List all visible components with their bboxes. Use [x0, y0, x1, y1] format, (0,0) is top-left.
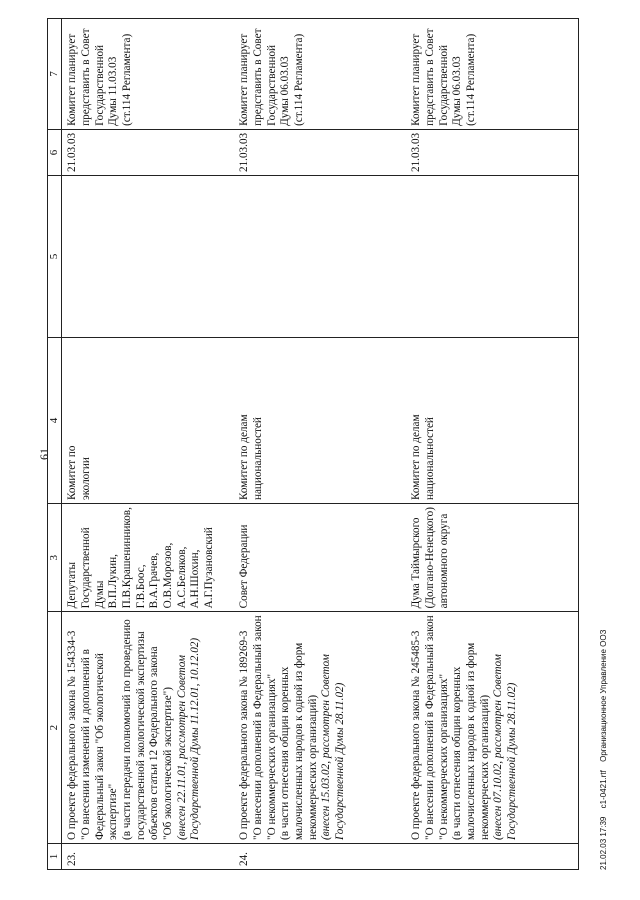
text-line: (внесен 22.11.01, рассмотрен Советом: [175, 654, 188, 840]
text-line: 21.03.03: [66, 132, 79, 173]
status-cell: [406, 18, 579, 129]
text-line: Государственной Думы 28.11.02): [506, 682, 518, 840]
text-line: автономного округа: [437, 513, 450, 609]
text-line: Думы 06.03.03: [279, 56, 292, 126]
status-cell: [234, 18, 406, 129]
text-line: Депутаты: [66, 561, 79, 609]
text-line: О проекте федерального закона № 154334-3: [66, 630, 79, 840]
text-line: О проекте федерального закона № 189269-3: [238, 630, 251, 840]
text-line: О.В.Морозов,: [162, 542, 174, 609]
empty-cell: [62, 176, 235, 338]
text-line: Государственной Думы 11.12.01, 10.12.02): [189, 637, 202, 840]
committee-cell: [62, 338, 235, 504]
text-line: Комитет по: [66, 445, 79, 501]
text-line: Комитет планирует: [66, 33, 79, 126]
table-row: [406, 18, 579, 869]
initiator-cell: [62, 504, 235, 612]
text-line: О проекте федерального закона № 245485-3: [410, 630, 423, 840]
text-line: некоммерческих организаций): [478, 694, 491, 840]
text-line: Думы 11.03.03: [107, 56, 120, 126]
column-header: 2: [48, 612, 62, 844]
text-line: "О внесении дополнений в Федеральный закон: [424, 615, 437, 840]
text-line: (ст.114 Регламента): [293, 33, 306, 126]
text-line: объектов статьи 12 Федерального закона: [148, 646, 161, 840]
text-line: (в части отнесения общин коренных: [279, 666, 292, 840]
empty-cell: [406, 176, 579, 338]
column-header: 1: [48, 844, 62, 870]
text-line: Государственной: [437, 44, 450, 126]
row-number-cell: 23.: [62, 844, 235, 870]
text-line: малочисленных народов к одной из форм: [465, 642, 478, 840]
text-line: (ст.114 Регламента): [121, 33, 134, 126]
column-header: 5: [48, 176, 62, 338]
text-line: Совет Федерации: [238, 524, 251, 609]
text-line: В.А.Грачев,: [148, 552, 161, 609]
text-line: (в части отнесения общин коренных: [451, 666, 464, 840]
text-line: некоммерческих организаций): [306, 694, 319, 840]
date-cell: [62, 129, 235, 175]
initiator-cell: [234, 504, 406, 612]
row-number-cell: [406, 844, 579, 870]
text-line: Комитет по делам: [238, 414, 251, 501]
text-line: В.П.Лукин,: [107, 554, 120, 609]
text-line: Государственной: [80, 527, 93, 609]
text-line: Государственной: [93, 44, 106, 126]
bills-table: [47, 18, 579, 870]
text-line: (Долгано-Ненецкого): [424, 507, 437, 609]
column-number-row: [48, 18, 62, 869]
text-line: Комитет планирует: [410, 33, 423, 126]
bill-description-cell: [406, 612, 579, 844]
text-line: государственной экологической экспертизы: [134, 631, 147, 840]
column-header: 7: [48, 18, 62, 129]
bill-description-cell: [234, 612, 406, 844]
column-header: 6: [48, 129, 62, 175]
text-line: (в части передачи полномочий по проведению: [121, 619, 134, 840]
committee-cell: [234, 338, 406, 504]
table-row: [234, 18, 406, 869]
text-line: представить в Совет: [252, 28, 265, 126]
table-row: [62, 18, 235, 869]
document-footer: [599, 630, 608, 870]
text-line: национальностей: [252, 417, 265, 501]
text-line: (внесен 07.10.02, рассмотрен Советом: [492, 654, 505, 840]
text-line: "Об экологической экспертизе"): [162, 687, 174, 840]
text-line: (внесен 15.03.02, рассмотрен Советом: [320, 654, 333, 840]
status-cell: [62, 18, 235, 129]
text-line: А.С.Беляков,: [175, 546, 188, 609]
text-line: Федеральный закон "Об экологической: [93, 653, 106, 840]
date-cell: [234, 129, 406, 175]
text-line: П.В.Крашенинников,: [121, 507, 134, 609]
footer-timestamp: 21.02.03 17:39: [599, 816, 608, 870]
date-cell: [406, 129, 579, 175]
bill-description-cell: [62, 612, 235, 844]
column-header: 3: [48, 504, 62, 612]
text-line: экспертизе": [107, 783, 120, 840]
empty-cell: [234, 176, 406, 338]
text-line: Думы 06.03.03: [451, 56, 464, 126]
text-line: А.Н.Шохин,: [189, 549, 202, 609]
text-line: Думы: [93, 580, 106, 609]
text-line: экологии: [80, 457, 93, 501]
text-line: Государственной: [265, 44, 278, 126]
text-line: "О некоммерческих организациях": [437, 673, 450, 840]
text-line: Комитет по делам: [410, 414, 423, 501]
text-line: А.Г.Пузановский: [202, 527, 215, 609]
text-line: "О внесении дополнений в Федеральный закон: [252, 615, 265, 840]
initiator-cell: [406, 504, 579, 612]
text-line: (ст.114 Регламента): [465, 33, 478, 126]
text-line: представить в Совет: [424, 28, 437, 126]
text-line: Г.В.Боос,: [134, 564, 147, 609]
footer-org: Организационное Управление ООЗ: [599, 629, 608, 762]
footer-filename: c1-0421.rtf: [599, 770, 608, 809]
text-line: "О внесении изменений и дополнений в: [80, 649, 93, 840]
text-line: "О некоммерческих организациях": [265, 673, 278, 840]
text-line: представить в Совет: [80, 28, 93, 126]
text-line: национальностей: [424, 417, 437, 501]
committee-cell: [406, 338, 579, 504]
text-line: Комитет планирует: [238, 33, 251, 126]
row-number-cell: 24.: [234, 844, 406, 870]
text-line: 21.03.03: [410, 132, 423, 173]
text-line: Государственной Думы 28.11.02): [334, 682, 346, 840]
text-line: малочисленных народов к одной из форм: [293, 642, 306, 840]
column-header: 4: [48, 338, 62, 504]
page-number: 61: [37, 448, 51, 460]
text-line: 21.03.03: [238, 132, 251, 173]
text-line: Дума Таймырского: [410, 517, 423, 609]
